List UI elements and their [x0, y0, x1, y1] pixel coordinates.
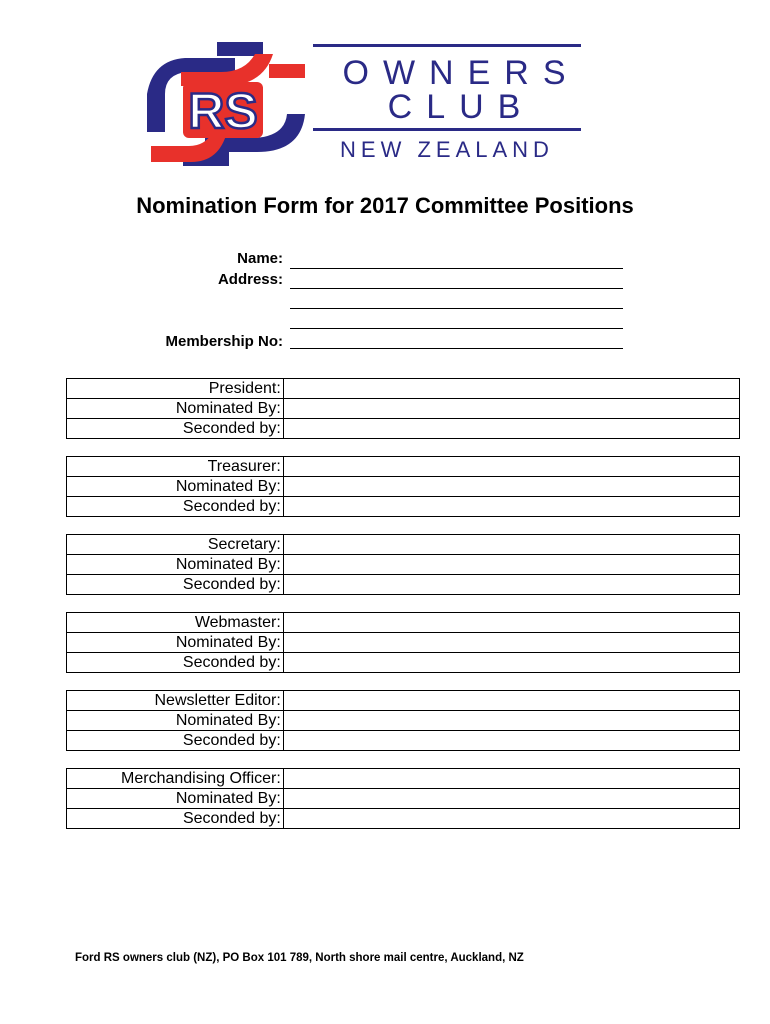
name-field-line[interactable]	[290, 268, 623, 269]
position-title-label: Webmaster:	[67, 613, 284, 633]
nominated-by-field[interactable]	[283, 399, 739, 419]
table-row	[67, 419, 740, 439]
position-nominee-field[interactable]	[283, 691, 739, 711]
position-title-label: President:	[67, 379, 284, 399]
nominated-by-label: Nominated By:	[67, 399, 284, 419]
seconded-by-label: Seconded by:	[67, 419, 284, 439]
table-row	[67, 379, 740, 399]
position-title-label: Newsletter Editor:	[67, 691, 284, 711]
seconded-by-field[interactable]	[283, 653, 739, 673]
table-row	[67, 535, 740, 555]
nominated-by-field[interactable]	[283, 633, 739, 653]
seconded-by-label: Seconded by:	[67, 653, 284, 673]
position-nominee-field[interactable]	[283, 613, 739, 633]
address-label: Address:	[217, 271, 283, 288]
address-field-line-3[interactable]	[290, 328, 623, 329]
name-label: Name:	[237, 250, 283, 267]
seconded-by-label: Seconded by:	[67, 497, 284, 517]
position-table-treasurer	[66, 456, 740, 517]
nominated-by-label: Nominated By:	[67, 555, 284, 575]
table-row	[67, 789, 740, 809]
logo-rule-top	[313, 44, 581, 47]
form-title: Nomination Form for 2017 Committee Positions	[136, 193, 634, 218]
nominated-by-label: Nominated By:	[67, 477, 284, 497]
address-field-line-1[interactable]	[290, 288, 623, 289]
seconded-by-field[interactable]	[283, 575, 739, 595]
nominated-by-label: Nominated By:	[67, 711, 284, 731]
table-row	[67, 575, 740, 595]
table-row	[67, 731, 740, 751]
membership-label: Membership No:	[165, 333, 283, 350]
table-row	[67, 769, 740, 789]
seconded-by-label: Seconded by:	[67, 809, 284, 829]
position-nominee-field[interactable]	[283, 769, 739, 789]
nominated-by-field[interactable]	[283, 711, 739, 731]
position-table-president	[66, 378, 740, 439]
table-row	[67, 809, 740, 829]
membership-field-line[interactable]	[290, 348, 623, 349]
position-table-merchandising-officer	[66, 768, 740, 829]
position-title-label: Secretary:	[67, 535, 284, 555]
position-nominee-field[interactable]	[283, 457, 739, 477]
position-nominee-field[interactable]	[283, 379, 739, 399]
address-field-line-2[interactable]	[290, 308, 623, 309]
table-row	[67, 691, 740, 711]
table-row	[67, 555, 740, 575]
position-table-webmaster	[66, 612, 740, 673]
seconded-by-field[interactable]	[283, 809, 739, 829]
table-row	[67, 457, 740, 477]
footer-address: Ford RS owners club (NZ), PO Box 101 789, North shore mail centre, Auckland, NZ	[75, 952, 524, 964]
logo-wordmark	[313, 42, 585, 167]
seconded-by-label: Seconded by:	[67, 575, 284, 595]
seconded-by-label: Seconded by:	[67, 731, 284, 751]
table-row	[67, 477, 740, 497]
logo-mark-text: RS	[188, 83, 258, 139]
seconded-by-field[interactable]	[283, 731, 739, 751]
position-title-label: Treasurer:	[67, 457, 284, 477]
logo-rule-bottom	[313, 128, 581, 131]
nominated-by-label: Nominated By:	[67, 789, 284, 809]
position-title-label: Merchandising Officer:	[67, 769, 284, 789]
nominated-by-label: Nominated By:	[67, 633, 284, 653]
nominated-by-field[interactable]	[283, 477, 739, 497]
rs-logo-mark	[145, 42, 307, 167]
seconded-by-field[interactable]	[283, 497, 739, 517]
nominated-by-field[interactable]	[283, 555, 739, 575]
logo-line-club: CLUB	[387, 88, 535, 126]
position-table-newsletter-editor	[66, 690, 740, 751]
logo-line-new-zealand: NEW ZEALAND	[340, 137, 554, 162]
table-row	[67, 711, 740, 731]
table-row	[67, 399, 740, 419]
table-row	[67, 653, 740, 673]
club-logo	[145, 42, 585, 167]
seconded-by-field[interactable]	[283, 419, 739, 439]
table-row	[67, 633, 740, 653]
position-table-secretary	[66, 534, 740, 595]
position-nominee-field[interactable]	[283, 535, 739, 555]
logo-line-owners: OWNERS	[342, 54, 580, 92]
table-row	[67, 497, 740, 517]
table-row	[67, 613, 740, 633]
nominated-by-field[interactable]	[283, 789, 739, 809]
